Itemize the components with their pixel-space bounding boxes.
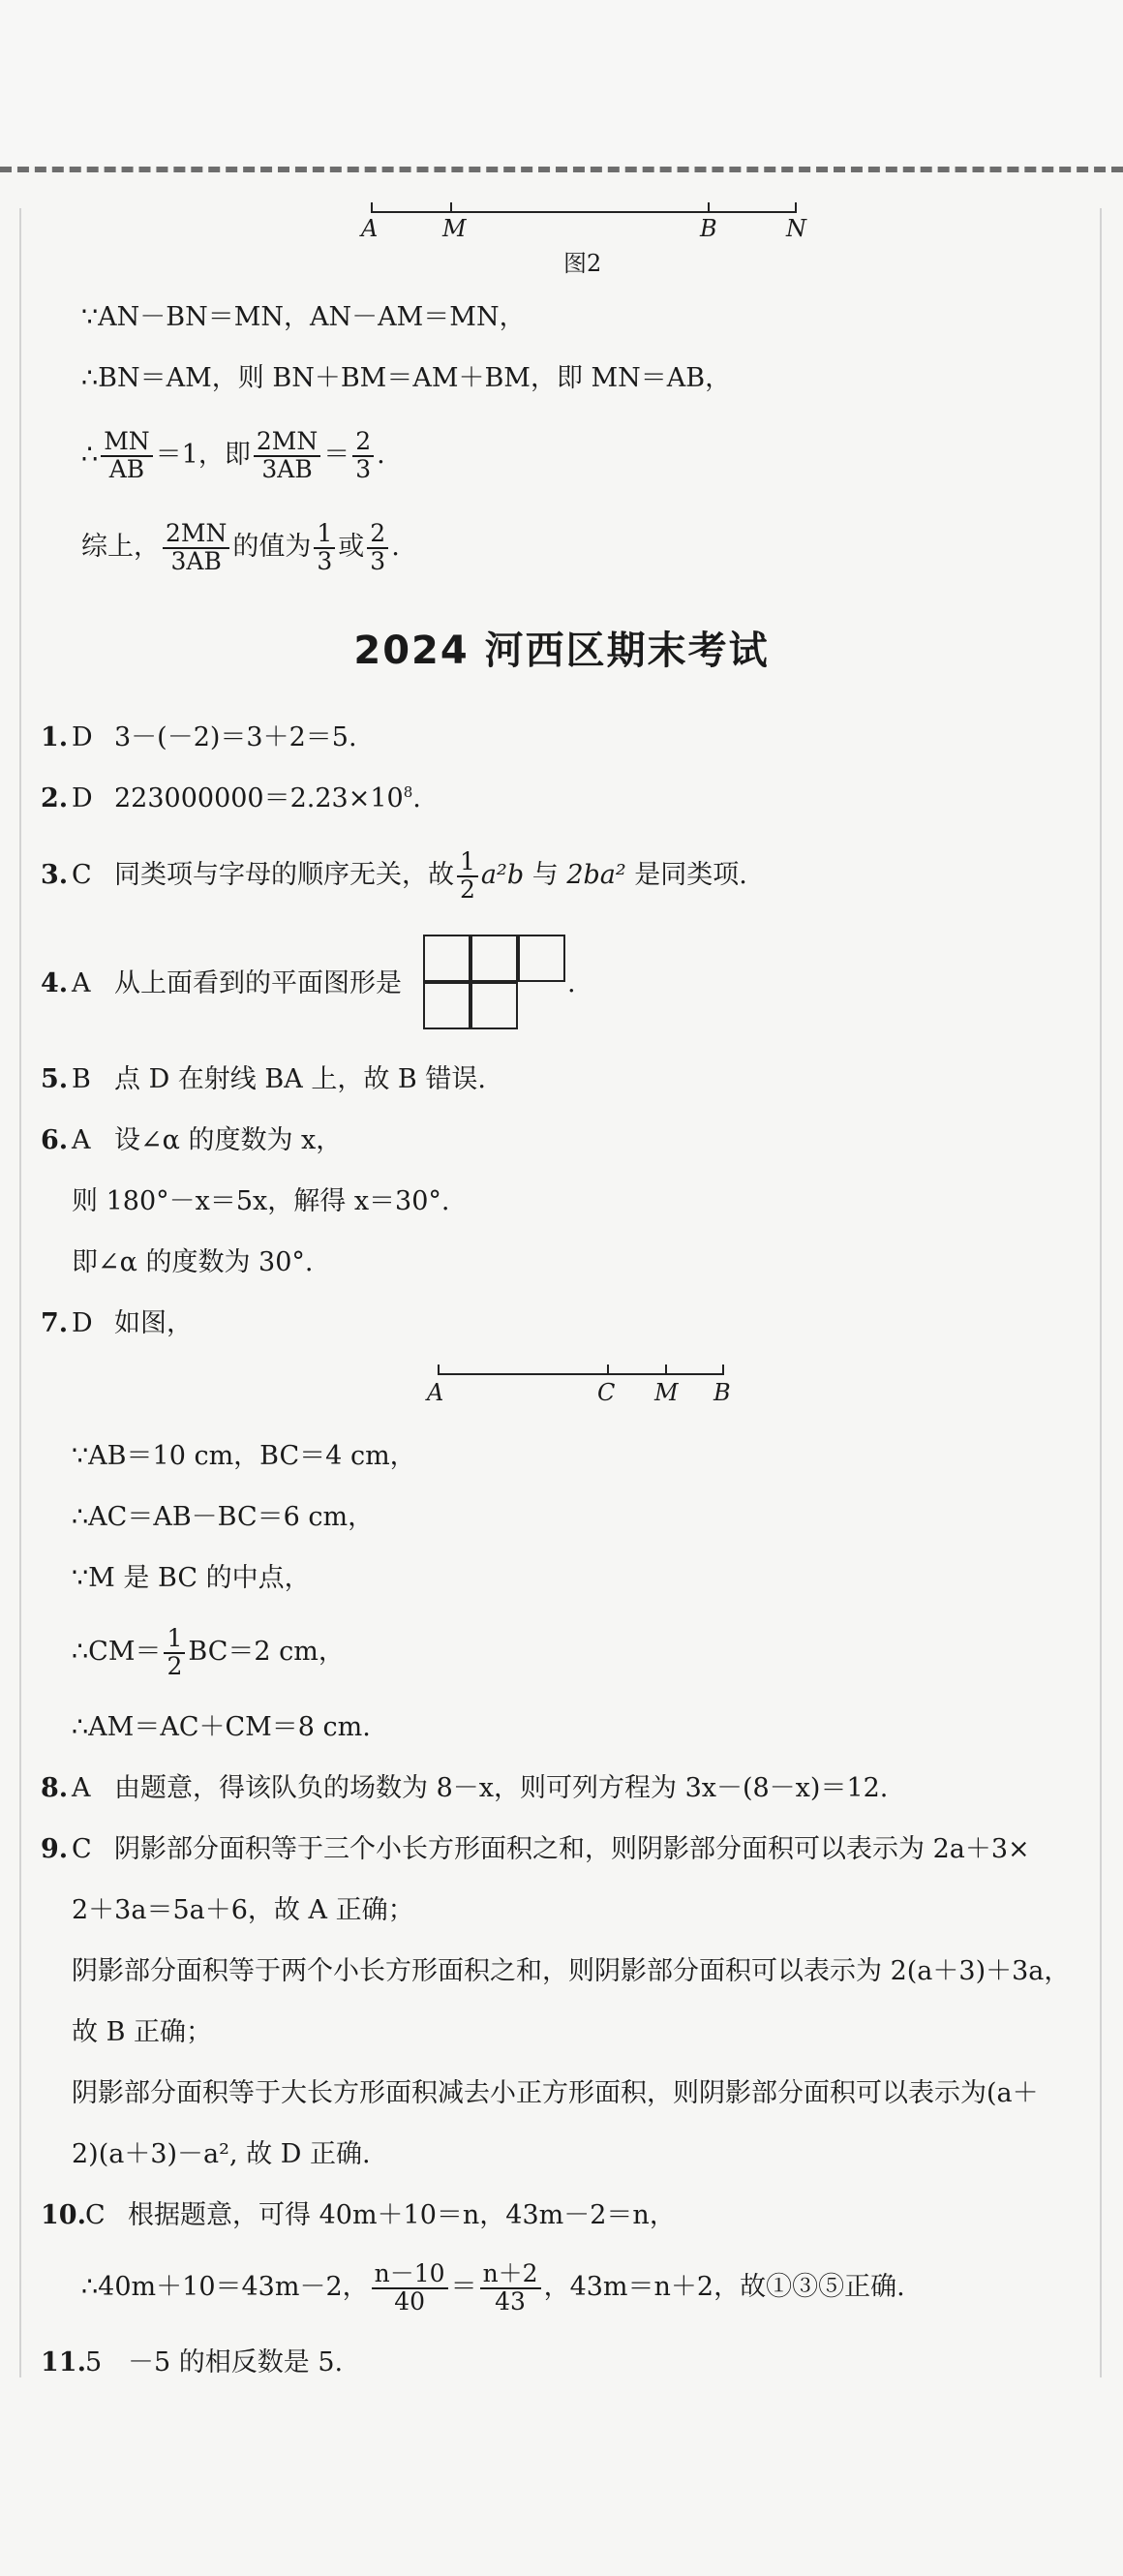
question-number: 2. bbox=[41, 783, 69, 813]
answer-explanation: ∵M 是 BC 的中点， bbox=[72, 1563, 311, 1593]
question-number: 5. bbox=[41, 1064, 69, 1094]
figure-2-tick-n bbox=[795, 202, 797, 212]
answer-option: C bbox=[72, 860, 92, 890]
figure-2-line bbox=[371, 211, 797, 213]
intro-line-1 bbox=[0, 287, 1123, 349]
question-number: 4. bbox=[41, 968, 69, 998]
math-expression: a²b bbox=[480, 860, 525, 890]
intro-line-2 bbox=[0, 348, 1123, 410]
fraction-denominator: 43 bbox=[495, 2286, 526, 2315]
figure-2-label-a: A bbox=[361, 215, 379, 242]
math-expression: 2ba² bbox=[566, 860, 626, 890]
top-margin bbox=[0, 0, 1123, 165]
answer-option: B bbox=[72, 1064, 91, 1094]
fraction-numerator: MN bbox=[101, 429, 152, 456]
period: . bbox=[567, 968, 576, 998]
fraction-2-3 bbox=[352, 429, 374, 482]
answer-explanation: 从上面看到的平面图形是 bbox=[114, 968, 402, 998]
intro-line-2-text: ∴BN＝AM，则 BN＋BM＝AM＋BM，即 MN＝AB， bbox=[81, 363, 732, 393]
answer-7-line-2 bbox=[0, 1487, 1123, 1549]
period: . bbox=[412, 783, 421, 813]
answer-explanation: ∴AC＝AB－BC＝6 cm， bbox=[72, 1502, 375, 1532]
answer-7 bbox=[0, 1293, 1123, 1355]
period: . bbox=[377, 440, 385, 470]
segment-label-a: A bbox=[427, 1379, 444, 1406]
question-number: 3. bbox=[41, 860, 69, 890]
answer-explanation: 阴影部分面积等于两个小长方形面积之和，则阴影部分面积可以表示为 2(a＋3)＋3a， bbox=[72, 1956, 1071, 1986]
answer-option: C bbox=[85, 2200, 106, 2230]
exponent: 8 bbox=[403, 783, 413, 801]
answer-option: D bbox=[72, 722, 93, 752]
answer-10 bbox=[0, 2185, 1123, 2247]
answer-option: D bbox=[72, 783, 93, 813]
figure-2-caption: 图2 bbox=[563, 250, 602, 277]
answer-9-line-3 bbox=[0, 1941, 1123, 2003]
answer-9-line-5 bbox=[0, 2063, 1123, 2125]
answer-6 bbox=[0, 1110, 1123, 1172]
question-number: 11. bbox=[41, 2347, 86, 2377]
fraction-numerator: n＋2 bbox=[480, 2261, 541, 2288]
answer-7-line-3 bbox=[0, 1548, 1123, 1610]
answer-explanation: ∴40m＋10＝43m－2， bbox=[81, 2272, 369, 2302]
answer-option: A bbox=[72, 968, 91, 998]
intro-line-3-prefix: ∴ bbox=[81, 440, 99, 470]
answer-explanation: 同类项与字母的顺序无关，故 bbox=[114, 860, 454, 890]
top-view-grid-figure bbox=[423, 935, 567, 1033]
answer-explanation: 设∠α 的度数为 x， bbox=[114, 1125, 343, 1155]
segment-tick-m bbox=[665, 1365, 667, 1374]
answer-2 bbox=[0, 768, 1123, 830]
answer-explanation: ∴CM＝ bbox=[72, 1637, 162, 1667]
fraction-denominator: AB bbox=[108, 454, 145, 483]
fraction-numerator: 1 bbox=[457, 849, 478, 876]
grid-cell bbox=[470, 982, 518, 1029]
fraction-denominator: 2 bbox=[167, 1651, 183, 1680]
fraction-mn-ab bbox=[101, 429, 152, 482]
answer-7-line-4 bbox=[0, 1621, 1123, 1683]
answer-7-line-1 bbox=[0, 1426, 1123, 1487]
segment-tick-c bbox=[607, 1365, 609, 1374]
answer-1 bbox=[0, 707, 1123, 769]
figure-2-label-n: N bbox=[786, 215, 806, 242]
fraction-1-2 bbox=[457, 849, 478, 903]
fraction-denominator: 3AB bbox=[261, 454, 313, 483]
answer-explanation: 则 180°－x＝5x，解得 x＝30°. bbox=[72, 1186, 450, 1216]
segment-tick-b bbox=[722, 1365, 724, 1374]
segment-label-m: M bbox=[654, 1379, 679, 1406]
summary-line bbox=[0, 516, 1123, 578]
fraction-denominator: 3 bbox=[355, 454, 372, 483]
segment-line bbox=[438, 1373, 724, 1375]
answer-explanation: BC＝2 cm， bbox=[188, 1637, 345, 1667]
answer-explanation: 2)(a＋3)－a², 故 D 正确. bbox=[72, 2139, 371, 2169]
fraction-numerator: 2 bbox=[367, 521, 388, 548]
answer-3 bbox=[0, 844, 1123, 906]
segment-tick-a bbox=[438, 1365, 440, 1374]
answer-9-line-6 bbox=[0, 2124, 1123, 2186]
figure-2-tick-b bbox=[708, 202, 710, 212]
fraction-1-3 bbox=[314, 521, 335, 574]
summary-or: 或 bbox=[338, 532, 365, 562]
answer-option: C bbox=[72, 1834, 92, 1864]
figure-2-tick-m bbox=[450, 202, 452, 212]
section-title: 2024 河西区期末考试 bbox=[353, 629, 770, 673]
answer-explanation: 根据题意，可得 40m＋10＝n，43m－2＝n， bbox=[128, 2200, 676, 2230]
segment-label-c: C bbox=[597, 1379, 616, 1406]
answer-explanation: 阴影部分面积等于三个小长方形面积之和，则阴影部分面积可以表示为 2a＋3× bbox=[114, 1834, 1030, 1864]
fraction-numerator: 1 bbox=[164, 1626, 185, 1653]
intro-line-1-text: ∵AN－BN＝MN，AN－AM＝MN， bbox=[81, 302, 526, 332]
segment-label-b: B bbox=[713, 1379, 731, 1406]
answer-explanation: 3－(－2)＝3＋2＝5. bbox=[114, 722, 357, 752]
period: . bbox=[391, 532, 400, 562]
fraction-numerator: 2MN bbox=[163, 521, 229, 548]
fraction-2mn-3ab-summary bbox=[163, 521, 229, 574]
answer-6-line-2 bbox=[0, 1171, 1123, 1233]
answer-explanation: 是同类项. bbox=[634, 860, 747, 890]
fraction-n-minus-10-over-40 bbox=[372, 2261, 448, 2315]
question-number: 9. bbox=[41, 1834, 69, 1864]
answer-11 bbox=[0, 2332, 1123, 2394]
answer-explanation: 由题意，得该队负的场数为 8－x，则可列方程为 3x－(8－x)＝12. bbox=[114, 1773, 889, 1803]
answer-9-line-2 bbox=[0, 1880, 1123, 1942]
fraction-2mn-3ab bbox=[254, 429, 320, 482]
fraction-numerator: 2MN bbox=[254, 429, 320, 456]
answer-6-line-3 bbox=[0, 1232, 1123, 1294]
fraction-2-3-summary bbox=[367, 521, 388, 574]
equals-sign: ＝ bbox=[450, 2272, 477, 2302]
answer-explanation: ，43m＝n＋2，故①③⑤正确. bbox=[543, 2272, 905, 2302]
answer-explanation: 阴影部分面积等于大长方形面积减去小正方形面积，则阴影部分面积可以表示为(a＋ bbox=[72, 2078, 1039, 2108]
summary-prefix: 综上， bbox=[81, 532, 160, 562]
fraction-1-2-cm bbox=[164, 1626, 185, 1679]
summary-mid: 的值为 bbox=[232, 532, 312, 562]
answer-explanation: 即∠α 的度数为 30°. bbox=[72, 1247, 314, 1277]
answer-option: D bbox=[72, 1308, 93, 1338]
answer-8 bbox=[0, 1758, 1123, 1820]
answer-option: 5 bbox=[85, 2347, 103, 2377]
fraction-denominator: 2 bbox=[460, 874, 475, 904]
question-number: 8. bbox=[41, 1773, 69, 1803]
answer-option: A bbox=[72, 1125, 91, 1155]
question-number: 10. bbox=[41, 2200, 86, 2230]
fraction-denominator: 3AB bbox=[170, 546, 222, 575]
answer-10-line-2 bbox=[0, 2256, 1123, 2318]
answer-explanation: ∵AB＝10 cm，BC＝4 cm， bbox=[72, 1441, 416, 1471]
question-number: 1. bbox=[41, 722, 69, 752]
answer-9 bbox=[0, 1819, 1123, 1881]
figure-2-label-m: M bbox=[442, 215, 467, 242]
fraction-denominator: 3 bbox=[370, 546, 386, 575]
grid-cell bbox=[423, 935, 470, 982]
intro-line-3-mid: ＝1，即 bbox=[155, 440, 251, 470]
answer-7-line-5 bbox=[0, 1697, 1123, 1759]
answer-explanation: 点 D 在射线 BA 上，故 B 错误. bbox=[114, 1064, 486, 1094]
question-number: 6. bbox=[41, 1125, 69, 1155]
figure-2-label-b: B bbox=[700, 215, 717, 242]
fraction-numerator: 2 bbox=[352, 429, 374, 456]
answer-explanation: ∴AM＝AC＋CM＝8 cm. bbox=[72, 1712, 371, 1742]
intro-line-3 bbox=[0, 424, 1123, 486]
answer-explanation: 与 bbox=[531, 860, 559, 890]
grid-cell bbox=[518, 935, 565, 982]
answer-explanation: 223000000＝2.23×10 bbox=[114, 783, 404, 813]
fraction-n-plus-2-over-43 bbox=[480, 2261, 541, 2315]
fraction-denominator: 40 bbox=[394, 2286, 425, 2315]
fraction-denominator: 3 bbox=[317, 546, 333, 575]
question-number: 7. bbox=[41, 1308, 69, 1338]
answer-explanation: －5 的相反数是 5. bbox=[128, 2347, 344, 2377]
answer-9-line-4 bbox=[0, 2002, 1123, 2064]
grid-cell bbox=[423, 982, 470, 1029]
fraction-numerator: n－10 bbox=[372, 2261, 448, 2288]
dashed-divider bbox=[0, 167, 1123, 172]
answer-explanation: 如图， bbox=[114, 1308, 193, 1338]
grid-cell bbox=[470, 935, 518, 982]
figure-2-tick-a bbox=[371, 202, 373, 212]
answer-5 bbox=[0, 1049, 1123, 1111]
fraction-numerator: 1 bbox=[314, 521, 335, 548]
answer-option: A bbox=[72, 1773, 91, 1803]
equals-sign: ＝ bbox=[323, 440, 350, 470]
answer-explanation: 2＋3a＝5a＋6，故 A 正确； bbox=[72, 1895, 414, 1925]
answer-explanation: 故 B 正确； bbox=[72, 2017, 213, 2047]
